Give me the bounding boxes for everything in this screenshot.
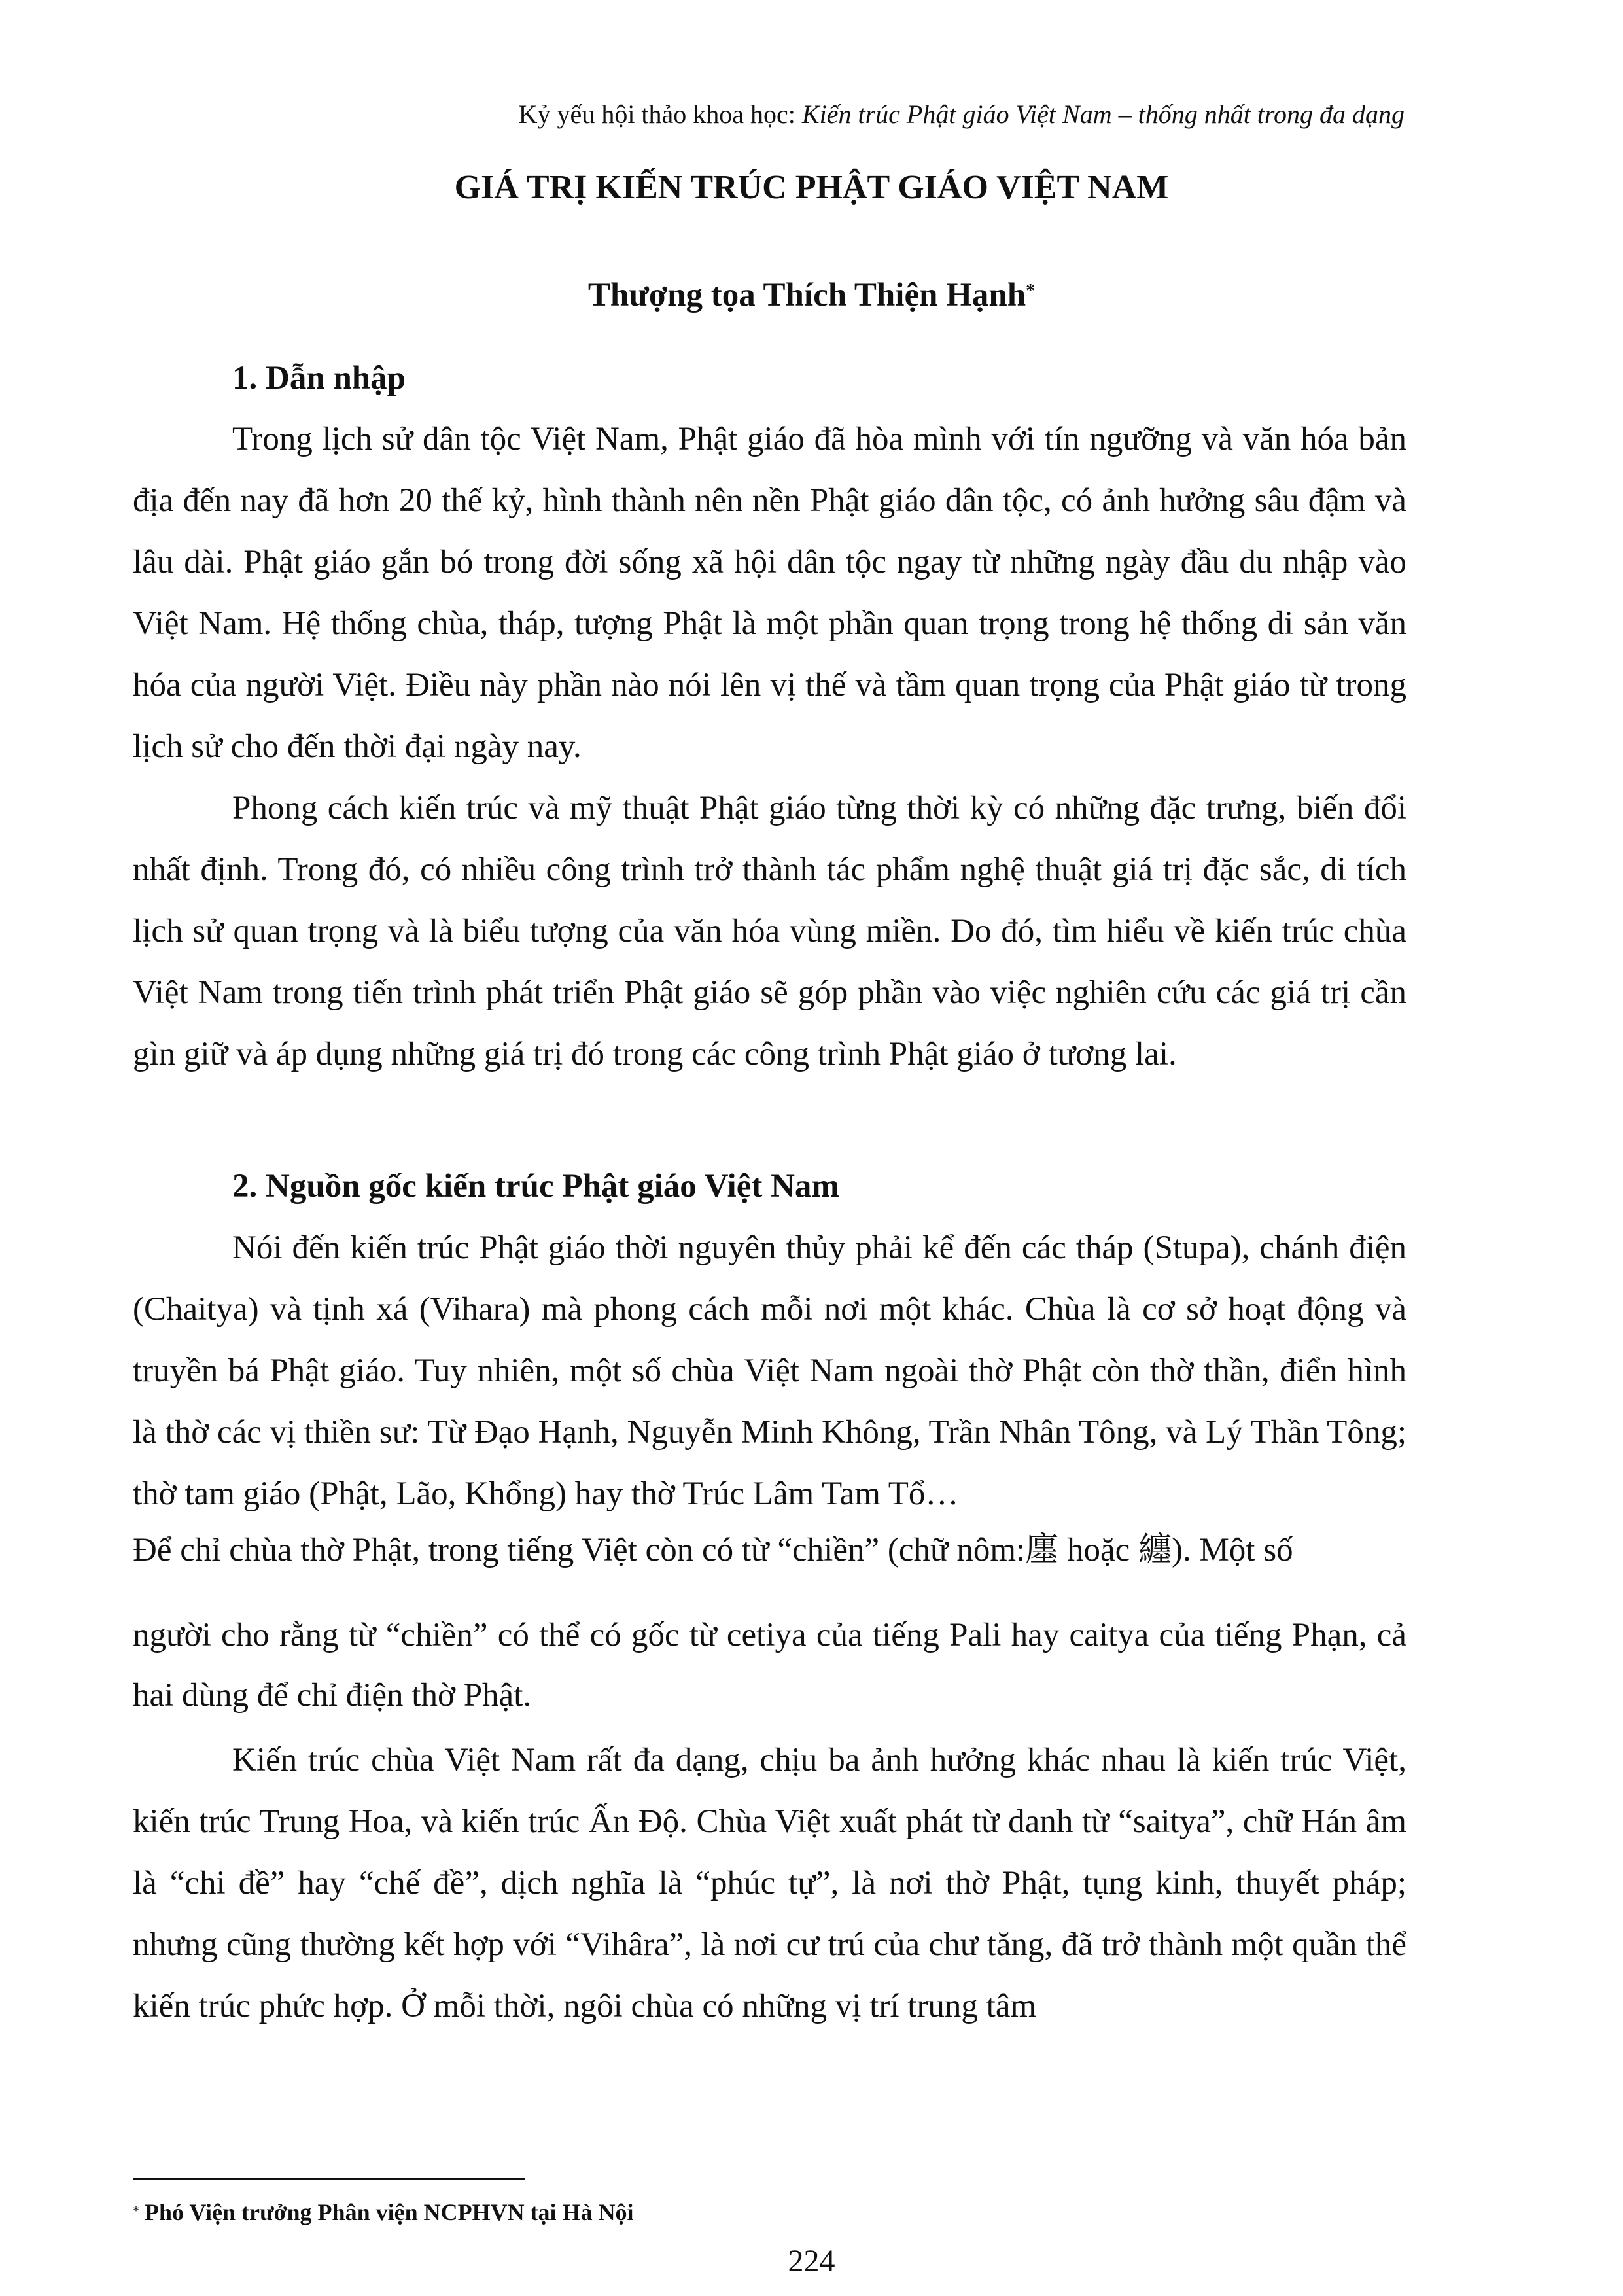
footnote-divider <box>133 2178 525 2180</box>
paragraph <box>133 1217 1406 1525</box>
article-author <box>0 275 1623 315</box>
paragraph <box>133 1729 1406 2037</box>
author-footnote-mark: * <box>1026 281 1036 301</box>
paragraph <box>133 1519 1406 1581</box>
footnote <box>133 2197 634 2227</box>
author-name: Thượng tọa Thích Thiện Hạnh <box>587 277 1026 313</box>
running-header <box>519 98 1405 131</box>
paragraph-text: Nói đến kiến trúc Phật giáo thời nguyên thủy phải kể đến các tháp (Stupa), chánh điện (Chaitya) và tịnh xá (Vihara) mà phong cách mỗi nơi một khác. Chùa là cơ sở hoạt động và truyền bá Phật giáo. Tuy nhiên, một số chùa Việt Nam ngoài thờ Phật còn thờ thần, điển hình là thờ các vị thiền sư: Từ Đạo Hạnh, Nguyễn Minh Không, Trần Nhân Tông, và Lý Thần Tông; thờ tam giáo (Phật, Lão, Khổng) hay thờ Trúc Lâm Tam Tổ… <box>133 1229 1406 1512</box>
paragraph <box>133 408 1406 777</box>
footnote-text: Phó Viện trưởng Phân viện NCPHVN tại Hà Nội <box>145 2199 634 2225</box>
page-number: 224 <box>788 2244 835 2278</box>
paragraph-text: người cho rằng từ “chiền” có thể có gốc từ cetiya của tiếng Pali hay caitya của tiếng Phạn, cả hai dùng để chỉ điện thờ Phật. <box>133 1617 1406 1714</box>
paragraph-text: Trong lịch sử dân tộc Việt Nam, Phật giáo đã hòa mình với tín ngưỡng và văn hóa bản địa đến nay đã hơn 20 thế kỷ, hình thành nên nền Phật giáo dân tộc, có ảnh hưởng sâu đậm và lâu dài. Phật giáo gắn bó trong đời sống xã hội dân tộc ngay từ những ngày đầu du nhập vào Việt Nam. Hệ thống chùa, tháp, tượng Phật là một phần quan trọng trong hệ thống di sản văn hóa của người Việt. Điều này phần nào nói lên vị thế và tầm quan trọng của Phật giáo từ trong lịch sử cho đến thời đại ngày nay. <box>133 421 1406 765</box>
running-header-title: Kiến trúc Phật giáo Việt Nam – thống nhất trong đa dạng <box>801 99 1405 129</box>
paragraph-text: Phong cách kiến trúc và mỹ thuật Phật giáo từng thời kỳ có những đặc trưng, biến đổi nhất định. Trong đó, có nhiều công trình trở thành tác phẩm nghệ thuật giá trị đặc sắc, di tích lịch sử quan trọng và là biểu tượng của văn hóa vùng miền. Do đó, tìm hiểu về kiến trúc chùa Việt Nam trong tiến trình phát triển Phật giáo sẽ góp phần vào việc nghiên cứu các giá trị cần gìn giữ và áp dụng những giá trị đó trong các công trình Phật giáo ở tương lai. <box>133 790 1406 1072</box>
paragraph <box>133 777 1406 1085</box>
article-title: GIÁ TRỊ KIẾN TRÚC PHẬT GIÁO VIỆT NAM <box>454 169 1169 206</box>
paragraph-text: Kiến trúc chùa Việt Nam rất đa dạng, chịu ba ảnh hưởng khác nhau là kiến trúc Việt, kiến trúc Trung Hoa, và kiến trúc Ấn Độ. Chùa Việt xuất phát từ danh từ “saitya”, chữ Hán âm là “chi đề” hay “chế đề”, dịch nghĩa là “phúc tự”, là nơi thờ Phật, tụng kinh, thuyết pháp; nhưng cũng thường kết hợp với “Vihâra”, là nơi cư trú của chư tăng, đã trở thành một quần thể kiến trúc phức hợp. Ở mỗi thời, ngôi chùa có những vị trí trung tâm <box>133 1742 1406 2024</box>
footnote-mark: * <box>133 2204 139 2218</box>
section-heading-1: 1. Dẫn nhập <box>232 360 406 397</box>
section-heading-2: 2. Nguồn gốc kiến trúc Phật giáo Việt Nam <box>232 1168 839 1205</box>
paragraph-text: Để chỉ chùa thờ Phật, trong tiếng Việt còn có từ “chiền” (chữ nôm:廛 hoặc 纏). Một số <box>133 1532 1293 1568</box>
running-header-prefix: Kỷ yếu hội thảo khoa học: <box>518 99 802 129</box>
paragraph <box>133 1605 1406 1725</box>
